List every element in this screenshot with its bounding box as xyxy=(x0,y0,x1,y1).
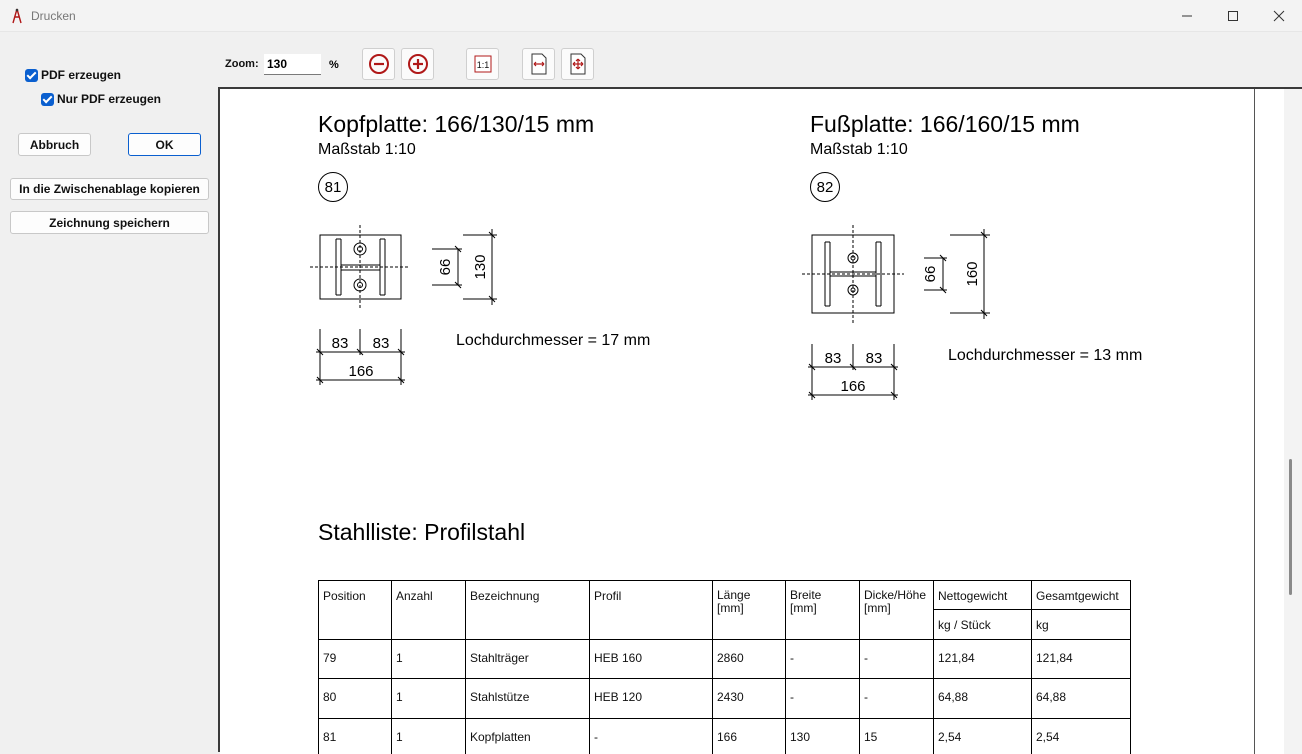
zoom-label: Zoom: xyxy=(225,58,259,70)
header-width: Breite [mm] xyxy=(786,581,860,640)
zoom-out-icon xyxy=(368,53,390,75)
table-row: 80 1 Stahlstütze HEB 120 2430 - - 64,88 64,88 xyxy=(319,679,1131,719)
head-plate-scale: Maßstab 1:10 xyxy=(318,141,416,159)
preview-toolbar xyxy=(218,32,1302,87)
header-net-unit: kg / Stück xyxy=(934,610,1032,640)
header-thickness: Dicke/Höhe [mm] xyxy=(860,581,934,640)
maximize-button[interactable] xyxy=(1210,0,1256,32)
header-count: Anzahl xyxy=(392,581,466,640)
cancel-button[interactable]: Abbruch xyxy=(18,133,91,156)
header-net-weight: Nettogewicht xyxy=(934,581,1032,610)
header-total-weight: Gesamtgewicht xyxy=(1032,581,1131,610)
foot-plate-title: Fußplatte: 166/160/15 mm xyxy=(810,111,1080,138)
foot-dim-left: 83 xyxy=(825,350,842,367)
close-icon xyxy=(1273,10,1285,22)
foot-hole-diameter: Lochdurchmesser = 13 mm xyxy=(948,347,1142,365)
title-bar xyxy=(0,0,1302,32)
head-plate-title: Kopfplatte: 166/130/15 mm xyxy=(318,111,594,138)
vertical-scrollbar[interactable] xyxy=(1284,89,1302,754)
window-title: Drucken xyxy=(31,9,76,23)
pdf-only-label: Nur PDF erzeugen xyxy=(57,92,161,106)
foot-dim-right: 83 xyxy=(866,350,883,367)
minimize-button[interactable] xyxy=(1164,0,1210,32)
ok-button[interactable]: OK xyxy=(128,133,201,156)
head-plate-position: 81 xyxy=(318,172,348,202)
header-length: Länge [mm] xyxy=(713,581,786,640)
close-button[interactable] xyxy=(1256,0,1302,32)
pdf-create-checkbox[interactable] xyxy=(25,68,121,82)
head-height-dimension: 130 xyxy=(472,254,489,279)
minimize-icon xyxy=(1181,10,1193,22)
head-dim-width: 166 xyxy=(348,363,373,380)
scrollbar-thumb[interactable] xyxy=(1289,459,1292,595)
print-preview xyxy=(218,87,1302,752)
preview-page xyxy=(220,89,1254,754)
fit-width-icon xyxy=(529,53,549,75)
copy-to-clipboard-button[interactable]: In die Zwischenablage kopieren xyxy=(10,178,209,200)
steel-list-table xyxy=(318,580,1131,754)
zoom-unit: % xyxy=(329,59,339,71)
header-name: Bezeichnung xyxy=(466,581,590,640)
zoom-input[interactable] xyxy=(264,54,321,75)
fit-page-button[interactable] xyxy=(561,48,594,80)
table-row: 79 1 Stahlträger HEB 160 2860 - - 121,84 121,84 xyxy=(319,640,1131,679)
page-margin xyxy=(1254,89,1284,754)
maximize-icon xyxy=(1227,10,1239,22)
zoom-in-icon xyxy=(407,53,429,75)
head-dim-right: 83 xyxy=(373,335,390,352)
options-panel xyxy=(0,32,218,752)
foot-bolt-dimension: 66 xyxy=(922,266,939,283)
pdf-create-label: PDF erzeugen xyxy=(41,68,121,82)
header-profile: Profil xyxy=(590,581,713,640)
fit-page-icon xyxy=(568,53,588,75)
actual-size-button[interactable] xyxy=(466,48,499,80)
header-position: Position xyxy=(319,581,392,640)
fit-width-button[interactable] xyxy=(522,48,555,80)
pdf-only-checkbox[interactable] xyxy=(41,92,161,106)
foot-height-dimension: 160 xyxy=(964,261,981,286)
table-header-row xyxy=(319,581,1131,610)
head-bolt-dimension: 66 xyxy=(437,259,454,276)
zoom-out-button[interactable] xyxy=(362,48,395,80)
zoom-in-button[interactable] xyxy=(401,48,434,80)
save-drawing-button[interactable]: Zeichnung speichern xyxy=(10,211,209,234)
head-plate-drawing xyxy=(300,219,520,399)
foot-dim-width: 166 xyxy=(840,378,865,395)
svg-text:1:1: 1:1 xyxy=(476,60,489,70)
foot-plate-scale: Maßstab 1:10 xyxy=(810,141,908,159)
foot-plate-drawing xyxy=(792,219,1012,419)
foot-plate-position: 82 xyxy=(810,172,840,202)
head-dim-left: 83 xyxy=(332,335,349,352)
checkbox-checked-icon xyxy=(25,69,38,82)
header-total-unit: kg xyxy=(1032,610,1131,640)
checkbox-checked-icon xyxy=(41,93,54,106)
compass-icon xyxy=(11,8,23,24)
actual-size-icon xyxy=(473,54,493,74)
steel-list-title: Stahlliste: Profilstahl xyxy=(318,519,525,546)
table-row: 81 1 Kopfplatten - 166 130 15 2,54 2,54 xyxy=(319,719,1131,754)
head-hole-diameter: Lochdurchmesser = 17 mm xyxy=(456,332,650,350)
